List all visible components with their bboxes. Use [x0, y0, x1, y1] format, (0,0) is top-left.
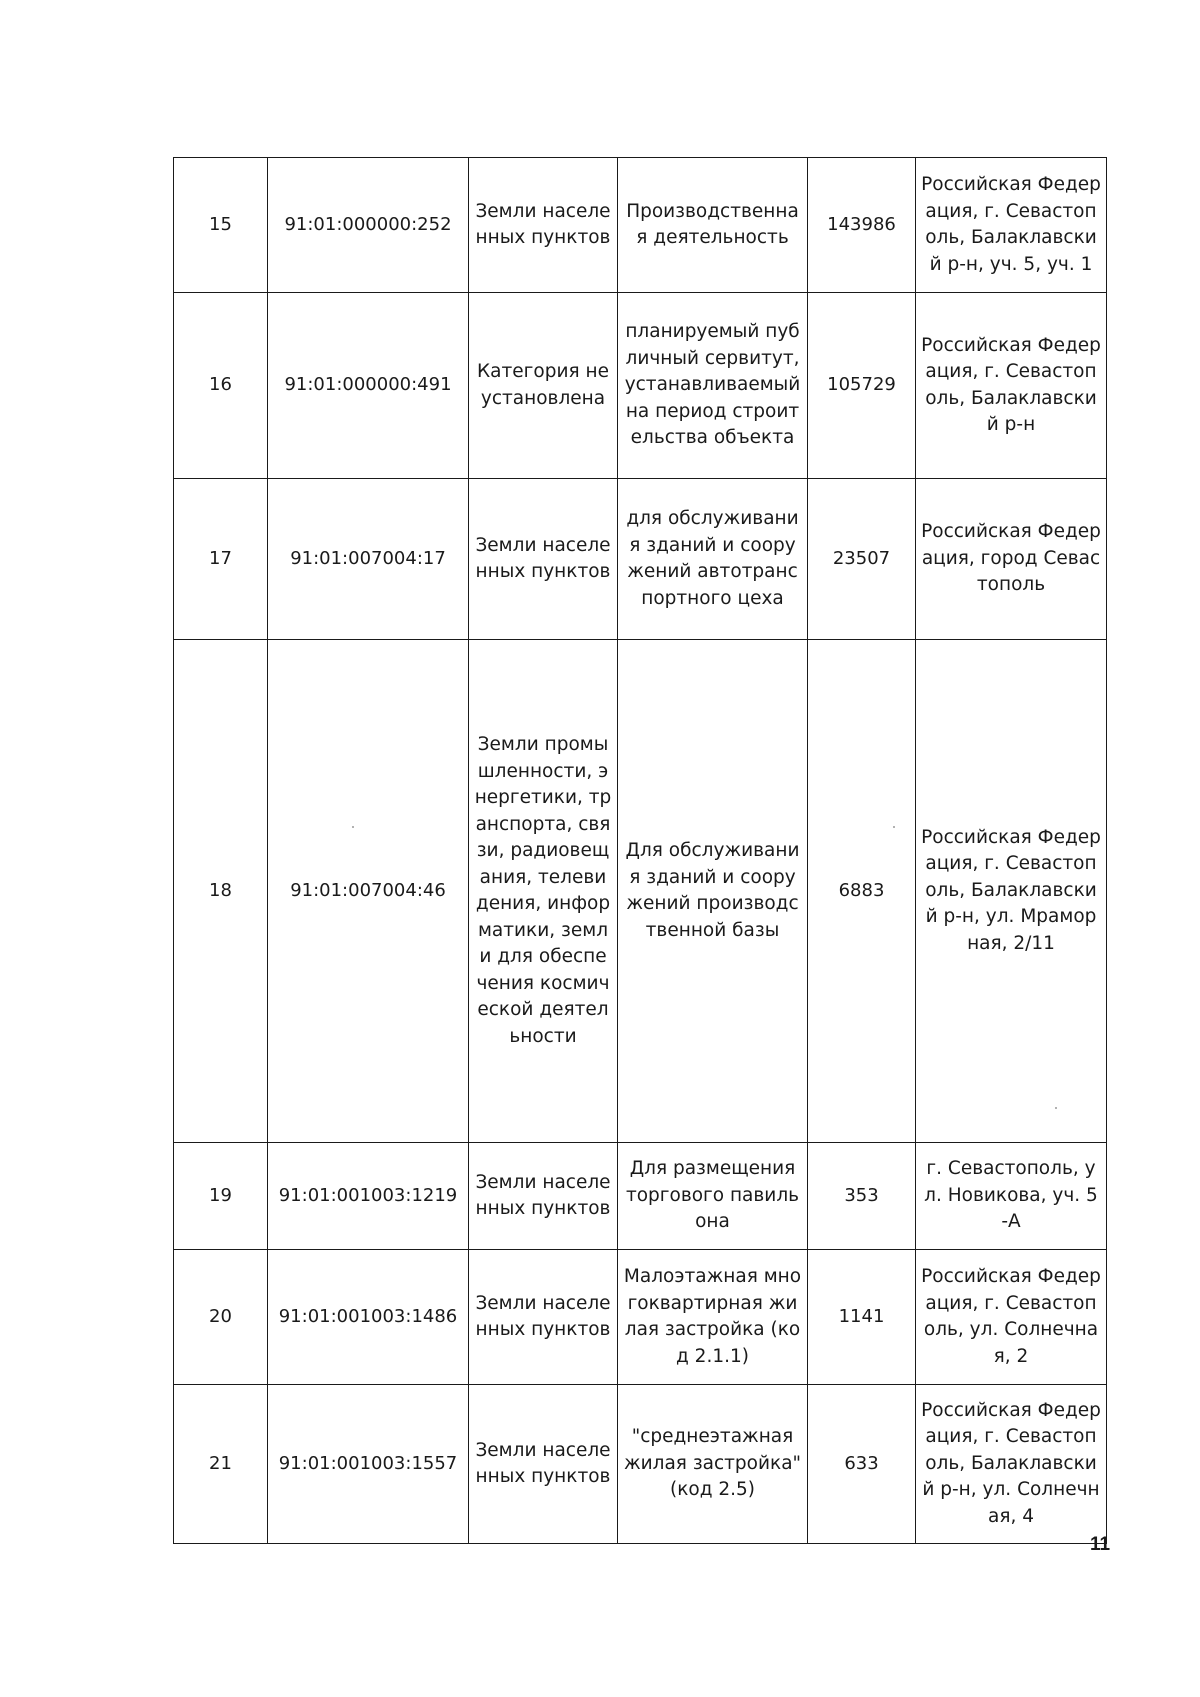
table-row — [174, 293, 1107, 479]
table-row — [174, 479, 1107, 640]
permitted-use: планируемый публичный сервитут, устанавливаемый на период строительства объекта — [618, 293, 808, 479]
scan-speck — [1055, 1107, 1057, 1109]
area-value: 23507 — [808, 479, 916, 640]
permitted-use: Для обслуживания зданий и сооружений производственной базы — [618, 640, 808, 1143]
row-number: 20 — [174, 1250, 268, 1385]
land-category: Земли населенных пунктов — [469, 158, 618, 293]
table-row — [174, 1143, 1107, 1250]
area-value: 1141 — [808, 1250, 916, 1385]
scan-speck — [352, 826, 354, 828]
land-category: Земли населенных пунктов — [469, 1250, 618, 1385]
scan-speck — [893, 826, 895, 828]
permitted-use: Для размещения торгового павильона — [618, 1143, 808, 1250]
area-value: 633 — [808, 1385, 916, 1544]
cadastral-number: 91:01:000000:252 — [268, 158, 469, 293]
table-row — [174, 158, 1107, 293]
address: Российская Федерация, г. Севастополь, Балаклавский р-н, уч. 5, уч. 1 — [916, 158, 1107, 293]
cadastral-number: 91:01:000000:491 — [268, 293, 469, 479]
row-number: 21 — [174, 1385, 268, 1544]
land-category: Земли населенных пунктов — [469, 479, 618, 640]
table-row — [174, 1385, 1107, 1544]
row-number: 17 — [174, 479, 268, 640]
area-value: 105729 — [808, 293, 916, 479]
table-row — [174, 640, 1107, 1143]
address: Российская Федерация, г. Севастополь, Балаклавский р-н, ул. Мраморная, 2/11 — [916, 640, 1107, 1143]
cadastral-number: 91:01:007004:46 — [268, 640, 469, 1143]
land-category: Земли промышленности, энергетики, транспорта, связи, радиовещания, телевидения, информатики, земли для обеспечения космической деятельности — [469, 640, 618, 1143]
page-number: 11 — [1090, 1534, 1111, 1555]
permitted-use: "среднеэтажная жилая застройка" (код 2.5) — [618, 1385, 808, 1544]
area-value: 353 — [808, 1143, 916, 1250]
row-number: 18 — [174, 640, 268, 1143]
permitted-use: Производственная деятельность — [618, 158, 808, 293]
land-category: Категория не установлена — [469, 293, 618, 479]
row-number: 16 — [174, 293, 268, 479]
row-number: 15 — [174, 158, 268, 293]
area-value: 6883 — [808, 640, 916, 1143]
permitted-use: для обслуживания зданий и сооружений автотранспортного цеха — [618, 479, 808, 640]
row-number: 19 — [174, 1143, 268, 1250]
area-value: 143986 — [808, 158, 916, 293]
cadastral-number: 91:01:001003:1219 — [268, 1143, 469, 1250]
land-category: Земли населенных пунктов — [469, 1385, 618, 1544]
cadastral-number: 91:01:001003:1486 — [268, 1250, 469, 1385]
address: Российская Федерация, город Севастополь — [916, 479, 1107, 640]
cadastral-number: 91:01:007004:17 — [268, 479, 469, 640]
land-category: Земли населенных пунктов — [469, 1143, 618, 1250]
permitted-use: Малоэтажная многоквартирная жилая застройка (код 2.1.1) — [618, 1250, 808, 1385]
table-row — [174, 1250, 1107, 1385]
cadastral-number: 91:01:001003:1557 — [268, 1385, 469, 1544]
address: г. Севастополь, ул. Новикова, уч. 5-А — [916, 1143, 1107, 1250]
address: Российская Федерация, г. Севастополь, Балаклавский р-н — [916, 293, 1107, 479]
land-plots-table — [173, 157, 1107, 1544]
address: Российская Федерация, г. Севастополь, Балаклавский р-н, ул. Солнечная, 4 — [916, 1385, 1107, 1544]
address: Российская Федерация, г. Севастополь, ул. Солнечная, 2 — [916, 1250, 1107, 1385]
